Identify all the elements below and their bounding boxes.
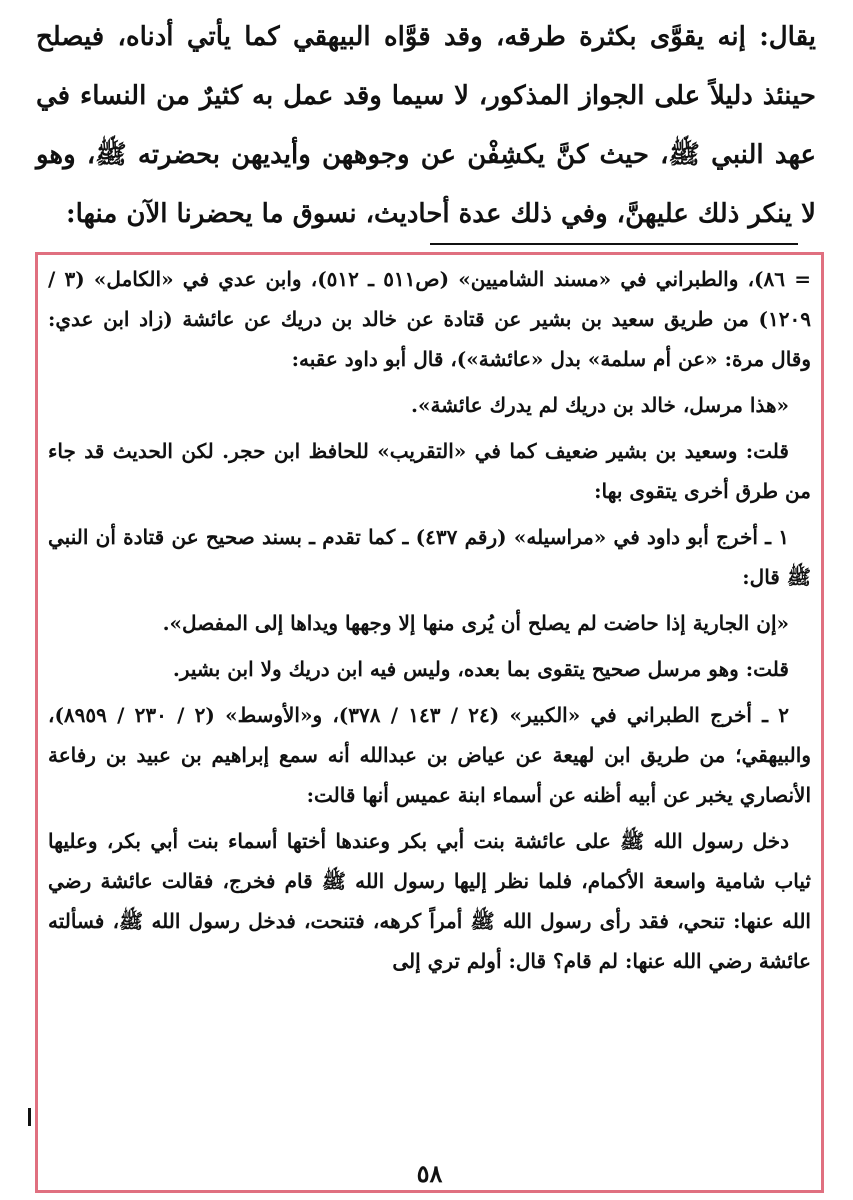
- page-number: ٥٨: [416, 1159, 443, 1188]
- footnote-paragraph-3: ١ ـ أخرج أبو داود في «مراسيله» (رقم ٤٣٧) ـ كما تقدم ـ بسند صحيح عن قتادة أن النبي ﷺ قال:: [48, 525, 811, 589]
- footnote-paragraph-5: ٢ ـ أخرج الطبراني في «الكبير» (٢٤ / ١٤٣ / ٣٧٨)، و«الأوسط» (٢ / ٢٣٠ / ٨٩٥٩)، والبيهقي؛ من طريق ابن لهيعة عن عياض بن عبدالله أنه سمع إبراهيم بن عبيد بن رفاعة الأنصاري يخبر عن أبيه أظنه عن أسماء ابنة عميس أنها قالت:: [48, 703, 811, 807]
- footnote-box: [35, 252, 824, 1193]
- footnote-paragraph-1: = ٨٦)، والطبراني في «مسند الشاميين» (ص٥١١ ـ ٥١٢)، وابن عدي في «الكامل» (٣ / ١٢٠٩) من طريق سعيد بن بشير عن قتادة عن خالد بن دريك عن عائشة (زاد ابن عدي: وقال مرة: «عن أم سلمة» بدل «عائشة»)، قال أبو داود عقبه:: [48, 267, 811, 371]
- footnote-paragraph-4: قلت: وهو مرسل صحيح يتقوى بما بعده، وليس فيه ابن دريك ولا ابن بشير.: [172, 657, 789, 681]
- footnote-paragraph-6: دخل رسول الله ﷺ على عائشة بنت أبي بكر وعندها أختها أسماء بنت أبي بكر، وعليها ثياب شامية واسعة الأكمام، فلما نظر إليها رسول الله ﷺ قام فخرج، فقالت عائشة رضي الله عنها: تنحي، فقد رأى رسول الله ﷺ أمراً كرهه، فتنحت، فدخل رسول الله ﷺ، فسألته عائشة رضي الله عنها: لم قام؟ قال: أولم تري إلى: [48, 829, 811, 973]
- margin-mark: [28, 1108, 31, 1126]
- footnotes: [48, 259, 811, 987]
- main-paragraph: يقال: إنه يقوَّى بكثرة طرقه، وقد قوَّاه البيهقي كما يأتي أدناه، فيصلح حينئذ دليلاً على الجواز المذكور، لا سيما وقد عمل به كثيرٌ من النساء في عهد النبي ﷺ، حيث كنَّ يكشِفْن عن وجوههن وأيديهن بحضرته ﷺ، وهو لا ينكر ذلك عليهنَّ، وفي ذلك عدة أحاديث، نسوق ما يحضرنا الآن منها:: [36, 22, 816, 229]
- main-text: [36, 8, 816, 244]
- footnote-quote-1: «هذا مرسل، خالد بن دريك لم يدرك عائشة».: [410, 393, 789, 417]
- footnote-paragraph-2: قلت: وسعيد بن بشير ضعيف كما في «التقريب» للحافظ ابن حجر. لكن الحديث قد جاء من طرق أخرى يتقوى بها:: [48, 439, 811, 503]
- footnote-quote-2: «إن الجارية إذا حاضت لم يصلح أن يُرى منها إلا وجهها ويداها إلى المفصل».: [162, 611, 789, 635]
- footnote-separator: [430, 243, 798, 245]
